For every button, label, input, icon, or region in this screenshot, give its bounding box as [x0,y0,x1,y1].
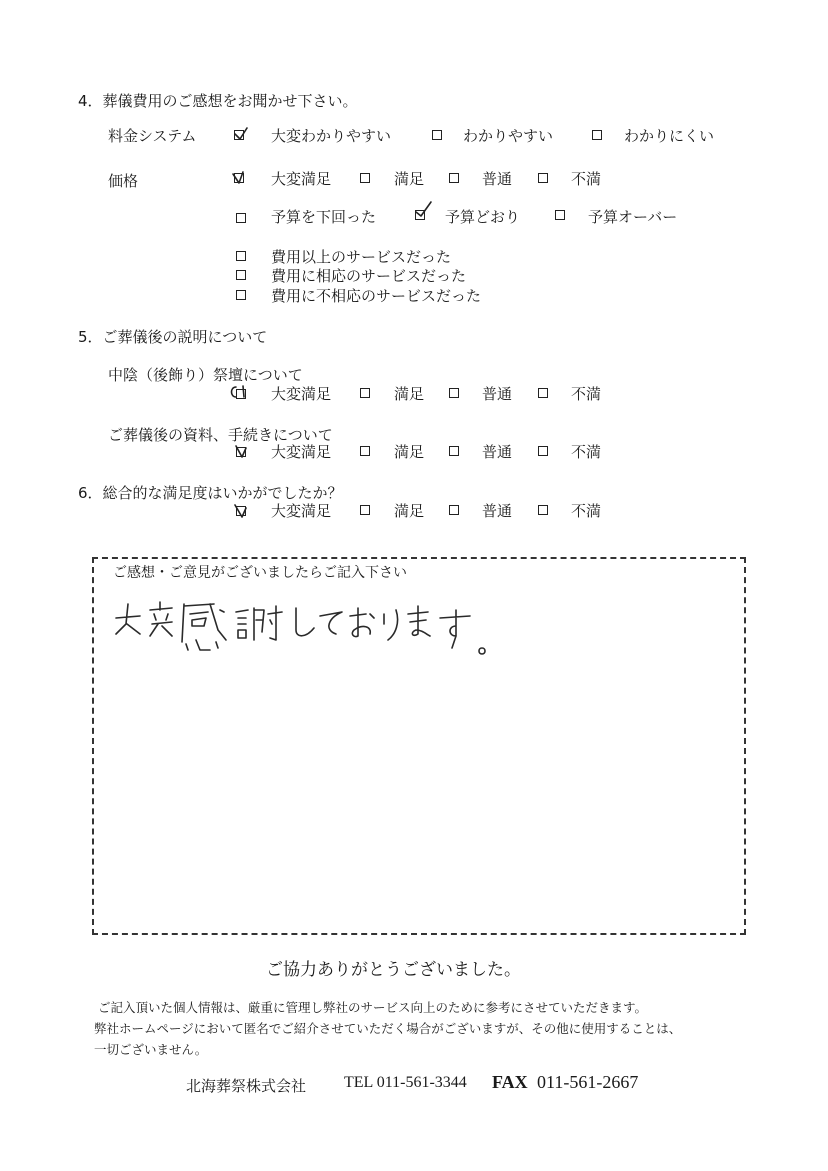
checkmark-icon [414,200,436,218]
checkbox-price-normal[interactable] [449,173,459,183]
checkmark-icon [233,125,255,143]
checkmark-icon [233,501,255,519]
checkbox-price-satisfied[interactable] [360,173,370,183]
checkbox-overall-normal[interactable] [449,505,459,515]
option-label: 大変わかりやすい [271,127,392,145]
option-label: 満足 [394,502,425,520]
option-label: 不満 [571,385,602,403]
checkbox-altar-satisfied[interactable] [360,388,370,398]
checkmark-icon [234,442,256,460]
checkbox-overall-satisfied[interactable] [360,505,370,515]
checkbox-under-budget[interactable] [236,213,246,223]
option-label: 満足 [394,443,425,461]
altar-label: 中陰（後飾り）祭壇について [108,366,303,384]
checkbox-over-budget[interactable] [555,210,565,220]
fax-label: FAX [492,1072,528,1092]
option-label: 費用に相応のサービスだった [271,267,467,285]
comments-heading: ご感想・ご意見がございましたらご記入下さい [113,565,407,581]
circle-mark-icon [228,383,250,401]
documents-label: ご葬儀後の資料、手続きについて [108,426,333,444]
option-label: 大変満足 [271,443,332,461]
option-label: 満足 [394,385,425,403]
option-label: わかりやすい [463,127,554,145]
option-label: 普通 [482,170,513,188]
q4-title: 4．葬儀費用のご感想をお聞かせ下さい。 [78,92,358,110]
checkbox-overall-dissatisfied[interactable] [538,505,548,515]
q5-title: 5．ご葬儀後の説明について [78,328,268,346]
option-label: 予算オーバー [588,208,678,226]
option-label: わかりにくい [624,127,715,145]
privacy-line-2: 弊社ホームページにおいて匿名でご紹介させていただく場合がございますが、その他に使用することは、 [94,1021,682,1036]
checkbox-below-cost[interactable] [236,290,246,300]
checkbox-matching-cost[interactable] [236,270,246,280]
handwritten-comment [110,590,510,670]
option-label: 予算どおり [445,208,521,226]
checkmark-icon [231,168,253,186]
q6-title: 6．総合的な満足度はいかがでしたか？ [78,484,343,502]
option-label: 満足 [394,170,425,188]
option-label: 不満 [571,443,602,461]
option-label: 普通 [482,385,513,403]
option-label: 不満 [571,170,602,188]
option-label: 普通 [482,443,513,461]
privacy-line-3: 一切ございません。 [94,1042,208,1057]
option-label: 費用に不相応のサービスだった [271,287,482,305]
price-label: 価格 [108,172,139,190]
option-label: 不満 [571,502,602,520]
checkbox-altar-normal[interactable] [449,388,459,398]
option-label: 大変満足 [271,385,332,403]
checkbox-documents-dissatisfied[interactable] [538,446,548,456]
checkbox-fee-clear[interactable] [432,130,442,140]
option-label: 大変満足 [271,502,332,520]
checkbox-above-cost[interactable] [236,251,246,261]
fax-number: 011-561-2667 [537,1072,639,1092]
checkbox-altar-dissatisfied[interactable] [538,388,548,398]
option-label: 普通 [482,502,513,520]
privacy-line-1: ご記入頂いた個人情報は、厳重に管理し弊社のサービス向上のために参考にさせていただきます。 [98,1000,648,1015]
checkbox-documents-normal[interactable] [449,446,459,456]
closing-message: ご協力ありがとうございました。 [266,960,521,980]
tel-number: TEL 011-561-3344 [344,1074,467,1091]
fee-system-label: 料金システム [108,127,197,145]
checkbox-price-dissatisfied[interactable] [538,173,548,183]
company-name: 北海葬祭株式会社 [186,1077,307,1095]
checkbox-documents-satisfied[interactable] [360,446,370,456]
checkbox-fee-unclear[interactable] [592,130,602,140]
option-label: 予算を下回った [271,208,377,226]
option-label: 費用以上のサービスだった [271,248,452,266]
option-label: 大変満足 [271,170,332,188]
